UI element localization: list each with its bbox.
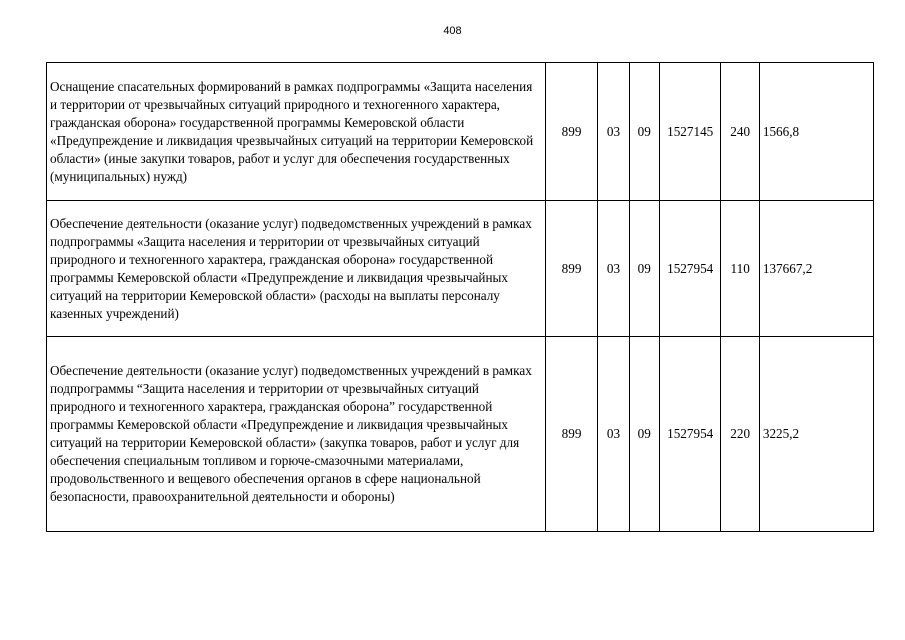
row-department-code: 899 (545, 201, 598, 337)
row-section-code: 03 (598, 63, 629, 201)
row-department-code: 899 (545, 337, 598, 532)
row-description: Оснащение спасательных формирований в рамках подпрограммы «Защита населения и территории от чрезвычайных ситуаций природного и техногенного характера, гражданская оборона» государственной программы Кемеровской области «Предупреждение и ликвидация чрезвычайных ситуаций на территории Кемеровской области» (иные закупки товаров, работ и услуг для обеспечения государственных (муниципальных) нужд) (47, 63, 546, 201)
row-section-code: 03 (598, 201, 629, 337)
row-subsection-code: 09 (629, 63, 659, 201)
row-target-article-code: 1527954 (659, 201, 721, 337)
table-row (47, 63, 874, 201)
row-description: Обеспечение деятельности (оказание услуг) подведомственных учреждений в рамках подпрограммы “Защита населения и территории от чрезвычайных ситуаций природного и техногенного характера, гражданская оборона” государственной программы Кемеровской области «Предупреждение и ликвидация чрезвычайных ситуаций на территории Кемеровской области» (закупка товаров, работ и услуг для обеспечения специальным топливом и горюче-смазочными материалами, продовольственного и вещевого обеспечения органов в сфере национальной безопасности, правоохранительной деятельности и обороны) (47, 337, 546, 532)
row-expense-type-code: 110 (721, 201, 759, 337)
row-target-article-code: 1527145 (659, 63, 721, 201)
row-subsection-code: 09 (629, 337, 659, 532)
row-target-article-code: 1527954 (659, 337, 721, 532)
row-subsection-code: 09 (629, 201, 659, 337)
row-amount: 137667,2 (759, 201, 873, 337)
table-row (47, 201, 874, 337)
table-row (47, 337, 874, 532)
row-amount: 1566,8 (759, 63, 873, 201)
row-section-code: 03 (598, 337, 629, 532)
row-department-code: 899 (545, 63, 598, 201)
budget-table (46, 62, 874, 532)
row-amount: 3225,2 (759, 337, 873, 532)
page-number: 408 (443, 25, 462, 37)
row-description: Обеспечение деятельности (оказание услуг) подведомственных учреждений в рамках подпрограммы «Защита населения и территории от чрезвычайных ситуаций природного и техногенного характера, гражданская оборона» государственной программы Кемеровской области «Предупреждение и ликвидация чрезвычайных ситуаций на территории Кемеровской области» (расходы на выплаты персоналу казенных учреждений) (47, 201, 546, 337)
row-expense-type-code: 220 (721, 337, 759, 532)
row-expense-type-code: 240 (721, 63, 759, 201)
